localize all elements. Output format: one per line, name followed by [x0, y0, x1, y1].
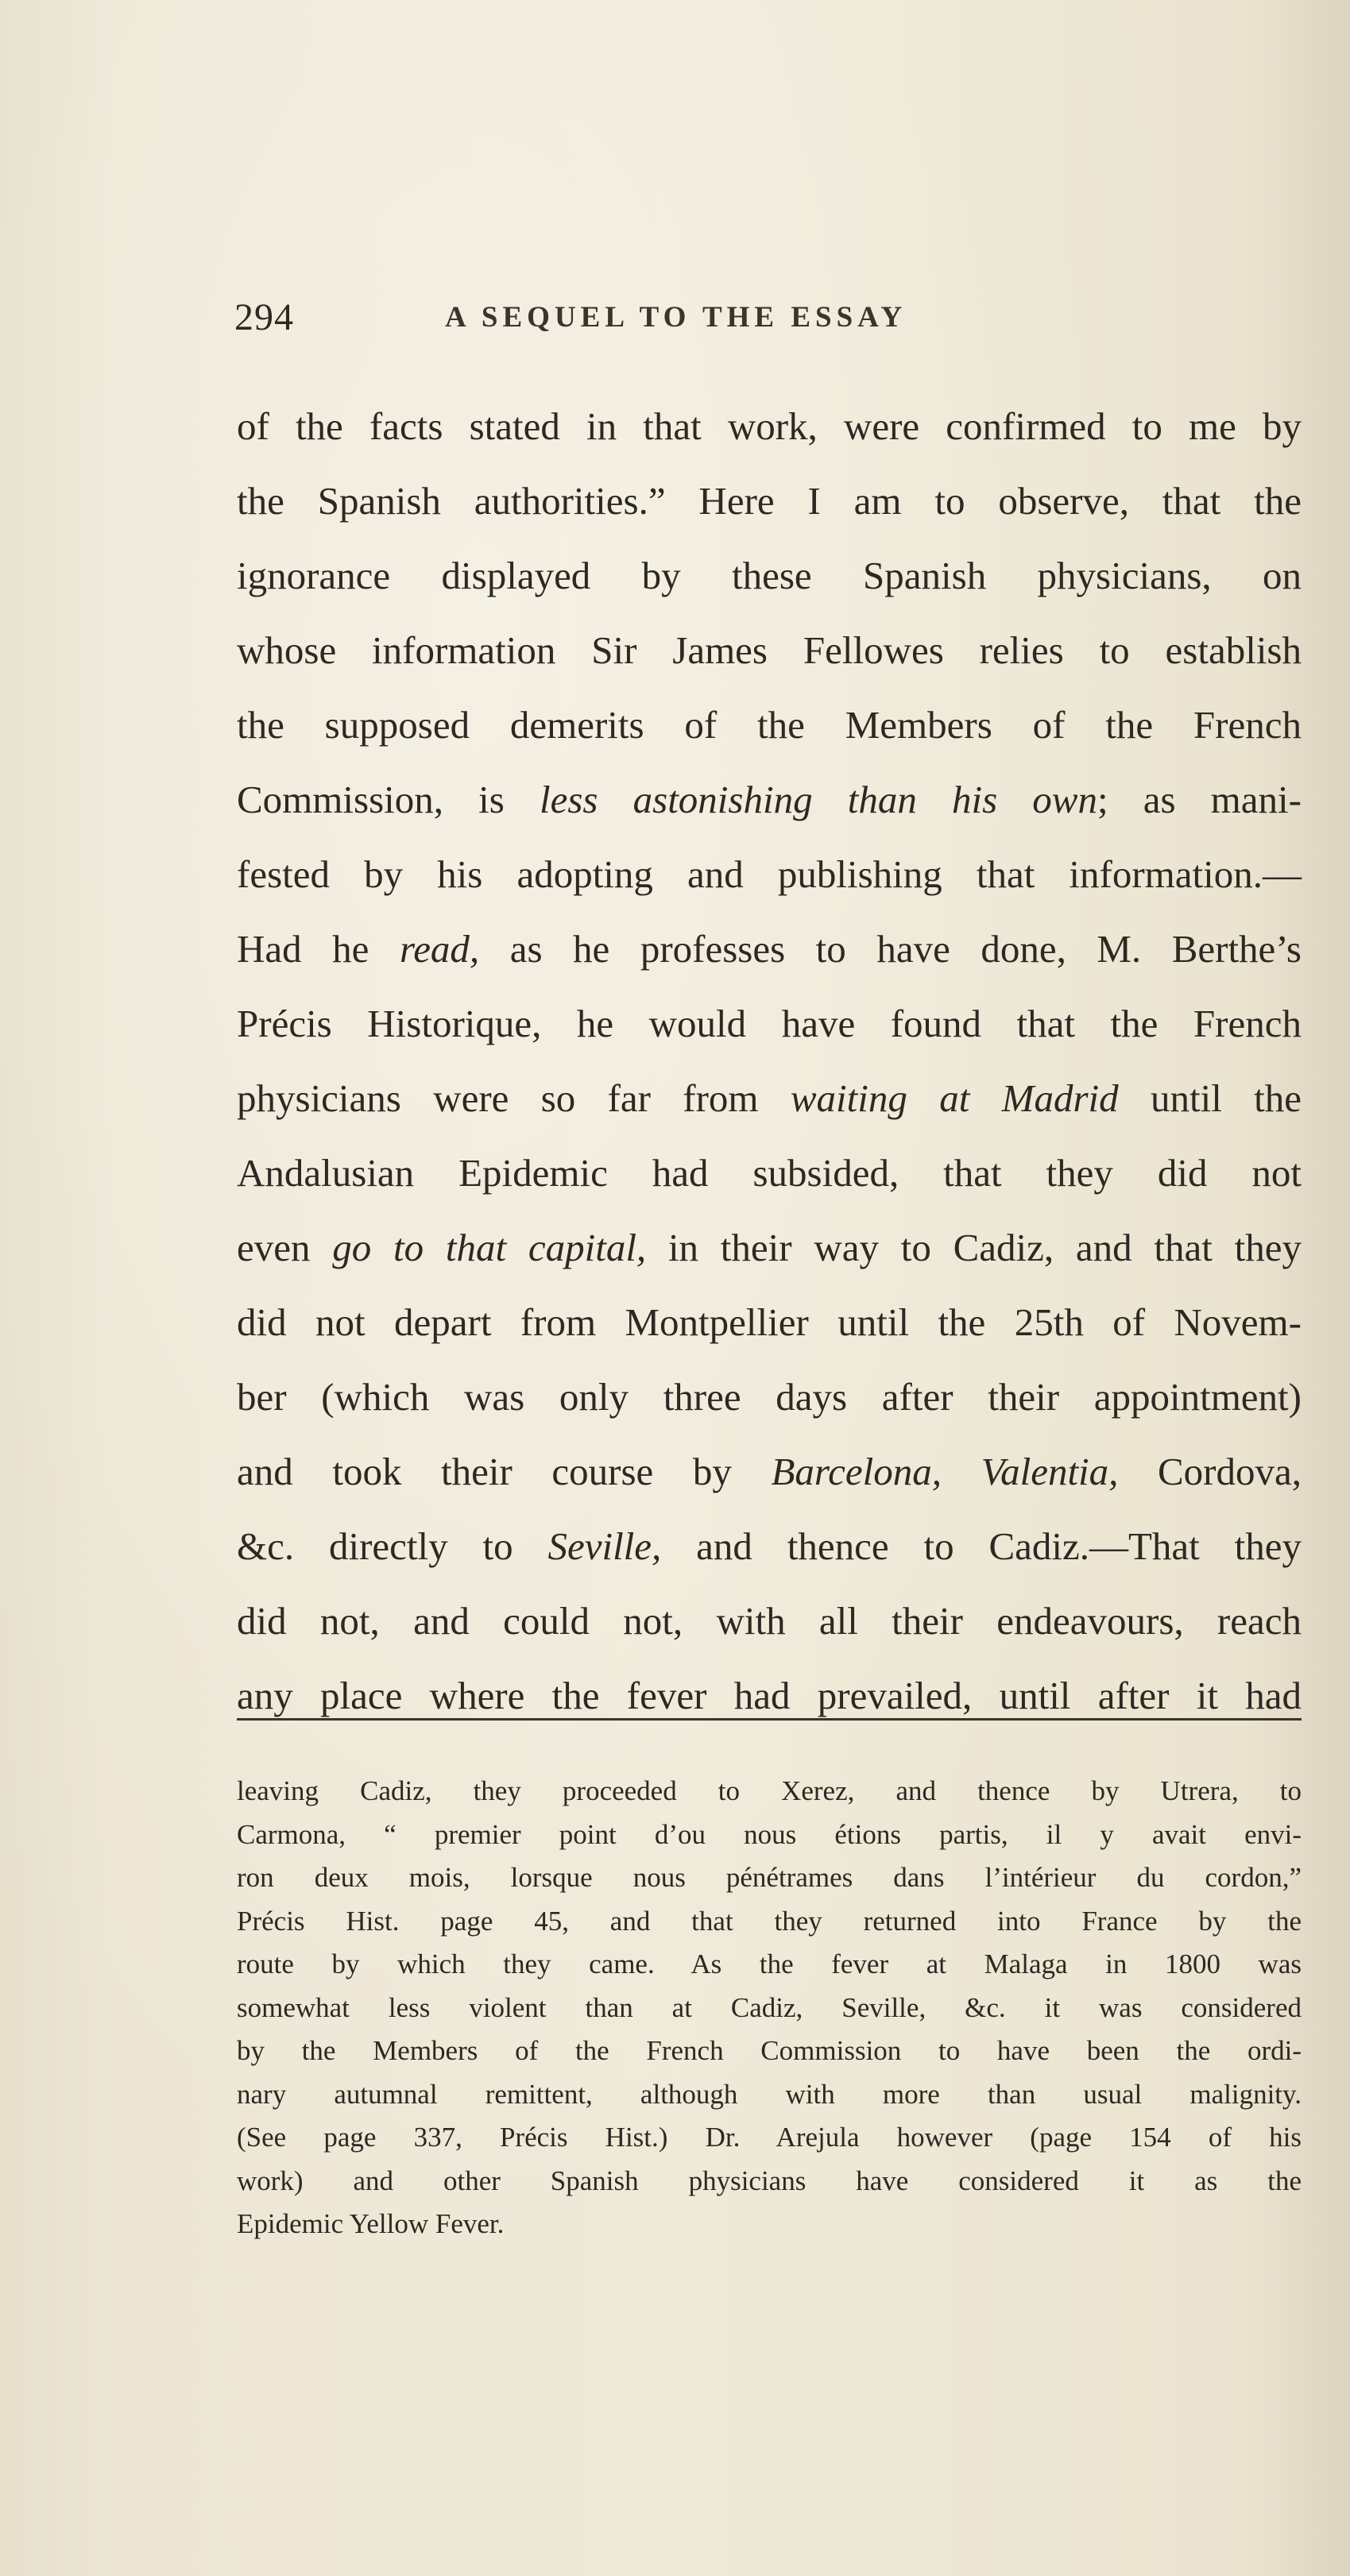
footnote-line: work) and other Spanish physicians have considered it as the — [237, 2165, 1302, 2196]
italic-text: Seville, — [547, 1524, 662, 1568]
footnote-line: Carmona, “ premier point d’ou nous étions partis, il y avait envi- — [237, 1818, 1302, 1850]
text-segment: any place where the fever had prevailed, until after it had — [237, 1674, 1302, 1717]
footnote-line: (See page 337, Précis Hist.) Dr. Arejula however (page 154 of his — [237, 2122, 1302, 2153]
text-segment: of the facts stated in that work, were confirmed to me by — [237, 404, 1302, 448]
text-segment: the Spanish authorities.” Here I am to observe, that the — [237, 479, 1302, 523]
text-line — [237, 912, 1302, 987]
footnote-line: route by which they came. As the fever at Malaga in 1800 was — [237, 1948, 1302, 1979]
footnote-line: ron deux mois, lorsque nous pénétrames dans l’intérieur du cordon,” — [237, 1862, 1302, 1893]
page-header — [234, 295, 1108, 351]
text-segment: whose information Sir James Fellowes relies to establish — [237, 628, 1302, 672]
text-line — [237, 1211, 1302, 1285]
text-segment: Commission, is — [237, 778, 540, 821]
text-line — [237, 1061, 1302, 1136]
text-segment: until the — [1118, 1076, 1302, 1120]
text-segment: and took their course by — [237, 1450, 772, 1493]
text-line — [237, 688, 1302, 763]
text-line — [237, 464, 1302, 539]
italic-text: go to that capital, — [332, 1226, 647, 1269]
text-segment: even — [237, 1226, 333, 1269]
footnote-line: somewhat less violent than at Cadiz, Seville, &c. it was considered — [237, 1991, 1302, 2023]
text-segment: the supposed demerits of the Members of the French — [237, 703, 1302, 747]
text-segment: Had he — [237, 927, 400, 971]
text-segment: in their way to Cadiz, and that they — [646, 1226, 1302, 1269]
text-segment: fested by his adopting and publishing that information.— — [237, 852, 1302, 896]
text-segment: ber (which was only three days after their appointment) — [237, 1375, 1302, 1419]
text-line — [237, 1584, 1302, 1659]
text-line — [237, 613, 1302, 688]
page-number: 294 — [234, 296, 294, 338]
italic-text: Barcelona, Valentia, — [771, 1450, 1119, 1493]
text-segment: did not depart from Montpellier until the 25th of Novem- — [237, 1300, 1302, 1344]
text-segment: Cordova, — [1118, 1450, 1302, 1493]
text-line — [237, 1435, 1302, 1509]
text-segment: Andalusian Epidemic had subsided, that they did not — [237, 1151, 1302, 1195]
italic-text: waiting at Madrid — [790, 1076, 1119, 1120]
text-line — [237, 1659, 1302, 1733]
text-line — [237, 987, 1302, 1061]
text-segment: ignorance displayed by these Spanish physicians, on — [237, 554, 1302, 597]
text-segment: did not, and could not, with all their endeavours, reach — [237, 1599, 1302, 1643]
footnote-line: nary autumnal remittent, although with more than usual malignity. — [237, 2078, 1302, 2110]
text-line — [237, 1285, 1302, 1360]
text-line — [237, 1509, 1302, 1584]
running-head: A SEQUEL TO THE ESSAY — [445, 301, 907, 334]
italic-text: less astonishing than his own — [539, 778, 1097, 821]
text-line — [237, 763, 1302, 837]
text-segment: ; as mani- — [1097, 778, 1302, 821]
footnote-line: leaving Cadiz, they proceeded to Xerez, and thence by Utrera, to — [237, 1775, 1302, 1806]
text-line — [237, 837, 1302, 912]
text-segment: and thence to Cadiz.—That they — [661, 1524, 1302, 1568]
text-segment: &c. directly to — [237, 1524, 548, 1568]
footnote-line: Epidemic Yellow Fever. — [237, 2208, 505, 2239]
footnote-line: Précis Hist. page 45, and that they returned into France by the — [237, 1905, 1302, 1937]
footnote-line: by the Members of the French Commission to have been the ordi- — [237, 2035, 1302, 2066]
italic-text: read, — [399, 927, 480, 971]
text-line — [237, 389, 1302, 464]
footnote — [237, 1770, 1302, 2246]
text-line — [237, 1360, 1302, 1435]
text-line — [237, 1136, 1302, 1211]
body-text — [237, 389, 1302, 1733]
text-segment: Précis Historique, he would have found that the French — [237, 1002, 1302, 1045]
text-segment: physicians were so far from — [237, 1076, 791, 1120]
footnote-divider — [237, 1718, 1302, 1721]
text-line — [237, 539, 1302, 613]
text-segment: as he professes to have done, M. Berthe’s — [479, 927, 1302, 971]
